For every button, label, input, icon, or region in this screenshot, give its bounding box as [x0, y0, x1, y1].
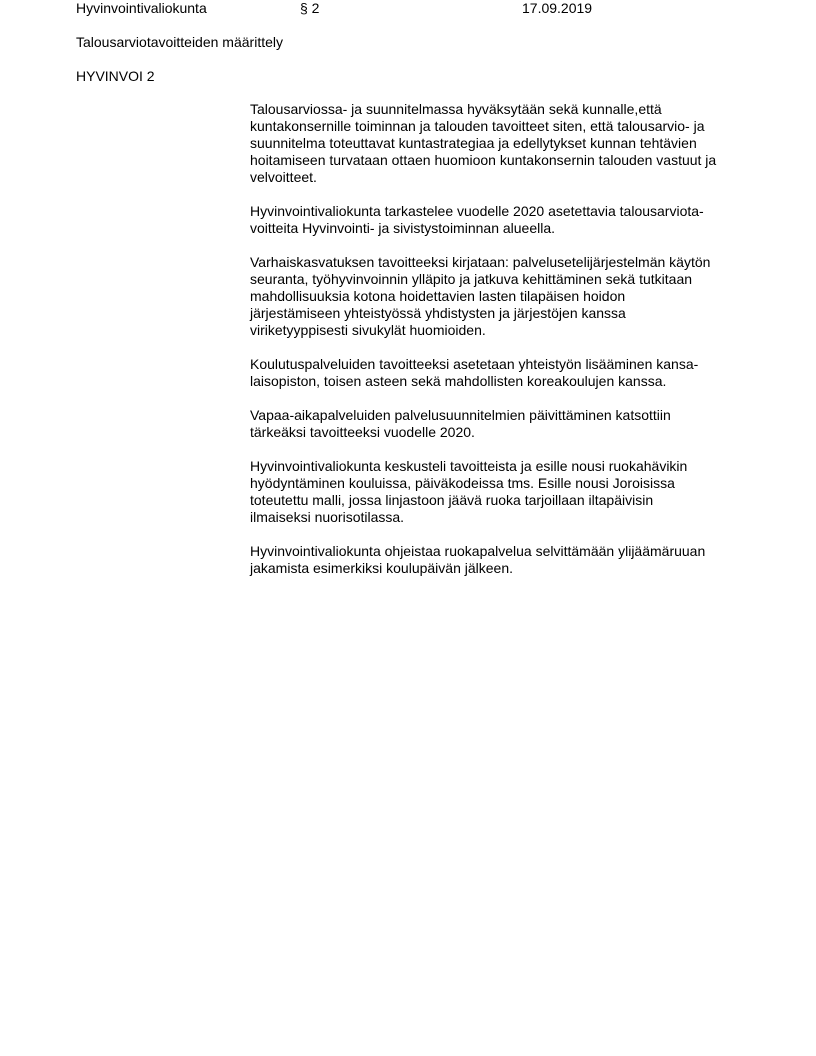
text-line: mahdollisuuksia kotona hoidettavien lasten tilapäisen hoidon [250, 288, 626, 304]
text-line: hoitamiseen turvataan ottaen huomioon kuntakonsernin talouden vastuut ja [250, 152, 717, 168]
text-line: kuntakonsernille toiminnan ja talouden tavoitteet siten, että talousarvio- ja [250, 118, 705, 134]
text-line: suunnitelma toteuttavat kuntastrategiaa ja edellytykset kunnan tehtävien [250, 135, 697, 151]
paragraph-early-education [250, 254, 750, 339]
text-line: seuranta, työhyvinvoinnin ylläpito ja jatkuva kehittäminen sekä tutkitaan [250, 271, 693, 287]
text-line: Hyvinvointivaliokunta keskusteli tavoitteista ja esille nousi ruokahävikin [250, 458, 688, 474]
text-line: voitteita Hyvinvointi- ja sivistystoiminnan alueella. [250, 220, 556, 236]
text-line: velvoitteet. [250, 169, 317, 185]
paragraph-food-service-instruction [250, 543, 750, 577]
text-line: Vapaa-aikapalveluiden palvelusuunnitelmien päivittäminen katsottiin [250, 407, 671, 423]
text-line: Talousarviossa- ja suunnitelmassa hyväksytään sekä kunnalle,että [250, 101, 662, 117]
text-line: toteutettu malli, jossa linjastoon jäävä ruoka tarjoillaan iltapäivisin [250, 492, 654, 508]
paragraph-leisure-services [250, 407, 750, 441]
text-line: ilmaiseksi nuorisotilassa. [250, 509, 405, 525]
text-line: Hyvinvointivaliokunta tarkastelee vuodelle 2020 asetettavia talousarviota- [250, 203, 704, 219]
text-line: viriketyyppisesti sivukylät huomioiden. [250, 322, 486, 338]
text-line: jakamista esimerkiksi koulupäivän jälkeen. [250, 560, 514, 576]
body-text [250, 101, 750, 594]
text-line: hyödyntäminen kouluissa, päiväkodeissa tms. Esille nousi Joroisissa [250, 475, 675, 491]
text-line: Varhaiskasvatuksen tavoitteeksi kirjataan: palvelusetelijärjestelmän käytön [250, 254, 711, 270]
header-date: 17.09.2019 [522, 0, 593, 16]
paragraph-education-services [250, 356, 750, 390]
header-organization: Hyvinvointivaliokunta [76, 0, 207, 16]
text-line: Koulutuspalveluiden tavoitteeksi asetetaan yhteistyön lisääminen kansa- [250, 356, 699, 372]
document-code: HYVINVOI 2 [76, 68, 155, 84]
paragraph-budget-goals [250, 101, 750, 186]
text-line: tärkeäksi tavoitteeksi vuodelle 2020. [250, 424, 475, 440]
paragraph-committee-review [250, 203, 750, 237]
document-title: Talousarviotavoitteiden määrittely [76, 34, 283, 50]
text-line: Hyvinvointivaliokunta ohjeistaa ruokapalvelua selvittämään ylijäämäruuan [250, 543, 706, 559]
paragraph-food-waste-discussion [250, 458, 750, 526]
header-section-number: § 2 [300, 0, 320, 16]
text-line: laisopiston, toisen asteen sekä mahdollisten koreakoulujen kanssa. [250, 373, 667, 389]
text-line: järjestämiseen yhteistyössä yhdistysten ja järjestöjen kanssa [250, 305, 626, 321]
